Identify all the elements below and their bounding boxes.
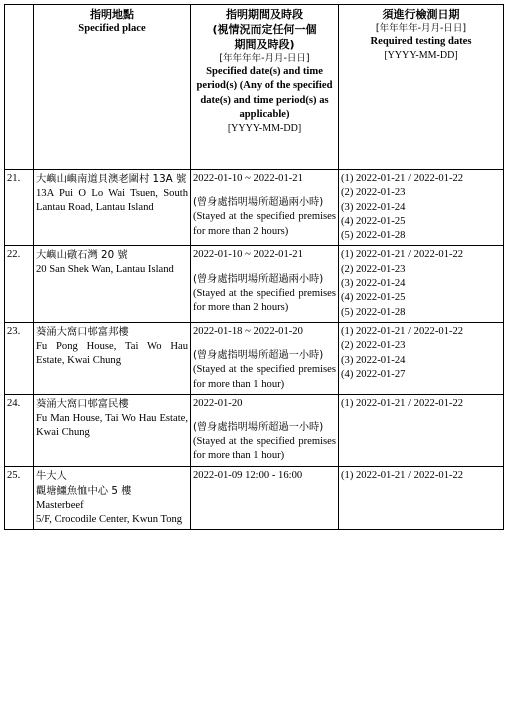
- testing-date-item: (3) 2022-01-24: [341, 201, 406, 213]
- place-cell: [34, 394, 191, 466]
- header-period-format-zh: [年年年年-月月-日日]: [219, 53, 310, 64]
- testing-date-item: (1) 2022-01-21 / 2022-01-22: [341, 249, 464, 261]
- row-number: 25.: [5, 466, 34, 530]
- header-period: [191, 5, 339, 170]
- spacer: [193, 263, 336, 272]
- period-cell: [191, 246, 339, 322]
- place-name-en: Fu Pong House, Tai Wo Hau Estate, Kwai Chung: [36, 340, 188, 367]
- stay-note-zh: (曾身處指明場所超過一小時): [193, 350, 324, 362]
- row-number: 23.: [5, 322, 34, 394]
- table-row: [5, 322, 504, 394]
- place-name-en: 13A Pui O Lo Wai Tsuen, South Lantau Road, Lantau Island: [36, 188, 188, 214]
- testing-date-item: (5) 2022-01-28: [341, 230, 406, 242]
- specified-places-table: [4, 4, 504, 530]
- header-dates: [339, 5, 504, 170]
- place-cell: [34, 170, 191, 246]
- row-number: 24.: [5, 394, 34, 466]
- header-dates-format-zh: [年年年年-月月-日日]: [375, 23, 467, 34]
- testing-date-item: (1) 2022-01-21 / 2022-01-22: [341, 397, 464, 409]
- testing-date-item: (1) 2022-01-21 / 2022-01-22: [341, 469, 464, 481]
- period-cell: [191, 170, 339, 246]
- testing-date-item: (4) 2022-01-25: [341, 292, 406, 304]
- spacer: [193, 411, 336, 420]
- testing-dates-cell: [339, 322, 504, 394]
- stay-note-zh: (曾身處指明場所超過兩小時): [193, 197, 324, 209]
- period-value: 2022-01-09 12:00 - 16:00: [193, 469, 303, 481]
- stay-note-zh: (曾身處指明場所超過兩小時): [193, 273, 324, 285]
- testing-date-item: (1) 2022-01-21 / 2022-01-22: [341, 325, 464, 337]
- place-name-zh: 牛大人 觀塘鱷魚恤中心 5 樓: [36, 469, 132, 497]
- table-row: [5, 170, 504, 246]
- place-name-zh: 葵涌大窩口邨富邦樓: [36, 325, 129, 338]
- testing-date-item: (4) 2022-01-27: [341, 368, 406, 380]
- period-cell: [191, 466, 339, 530]
- header-period-format-en: [YYYY-MM-DD]: [227, 123, 302, 135]
- testing-date-item: (2) 2022-01-23: [341, 263, 406, 275]
- header-dates-en: Required testing dates: [370, 36, 472, 47]
- header-place-en: Specified place: [78, 23, 146, 34]
- testing-date-item: (2) 2022-01-23: [341, 340, 406, 352]
- place-name-zh: 葵涌大窩口邨富民樓: [36, 397, 129, 410]
- header-period-zh: 指明期間及時段: [226, 8, 303, 21]
- place-name-en: Masterbeef 5/F, Crocodile Center, Kwun Tong: [36, 499, 183, 526]
- period-value: 2022-01-10 ~ 2022-01-21: [193, 249, 303, 261]
- testing-date-item: (4) 2022-01-25: [341, 215, 406, 227]
- place-name-en: Fu Man House, Tai Wo Hau Estate, Kwai Chung: [36, 412, 188, 439]
- spacer: [193, 186, 336, 195]
- testing-dates-cell: [339, 394, 504, 466]
- period-value: 2022-01-10 ~ 2022-01-21: [193, 173, 303, 184]
- place-cell: [34, 322, 191, 394]
- header-period-zh-sub2: 期間及時段): [234, 38, 295, 51]
- period-cell: [191, 322, 339, 394]
- testing-date-item: (2) 2022-01-23: [341, 187, 406, 199]
- period-cell: [191, 394, 339, 466]
- spacer: [193, 339, 336, 348]
- header-dates-format-en: [YYYY-MM-DD]: [384, 50, 458, 62]
- stay-note-en: (Stayed at the specified premises for more than 2 hours): [193, 287, 336, 314]
- testing-date-item: (3) 2022-01-24: [341, 354, 406, 366]
- header-period-en: Specified date(s) and time period(s) (Any of the specified date(s) and time period(s) as applicable): [196, 66, 333, 120]
- place-name-en: 20 San Shek Wan, Lantau Island: [36, 264, 174, 276]
- period-value: 2022-01-20: [193, 397, 243, 409]
- testing-dates-cell: [339, 246, 504, 322]
- testing-date-item: (5) 2022-01-28: [341, 306, 406, 318]
- header-dates-zh: 須進行檢測日期: [382, 8, 460, 21]
- testing-dates-cell: [339, 466, 504, 530]
- row-number: 22.: [5, 246, 34, 322]
- stay-note-en: (Stayed at the specified premises for more than 1 hour): [193, 364, 336, 390]
- testing-date-item: (1) 2022-01-21 / 2022-01-22: [341, 173, 464, 184]
- testing-date-item: (3) 2022-01-24: [341, 278, 406, 290]
- stay-note-en: (Stayed at the specified premises for more than 1 hour): [193, 436, 336, 462]
- row-number: 21.: [5, 170, 34, 246]
- stay-note-en: (Stayed at the specified premises for more than 2 hours): [193, 211, 336, 237]
- place-cell: [34, 466, 191, 530]
- stay-note-zh: (曾身處指明場所超過一小時): [193, 422, 324, 434]
- period-value: 2022-01-18 ~ 2022-01-20: [193, 325, 303, 337]
- table-row: [5, 246, 504, 322]
- table-row: [5, 394, 504, 466]
- header-number: [5, 5, 34, 170]
- table-row: [5, 466, 504, 530]
- place-name-zh: 大嶼山礅石灣 20 號: [36, 249, 128, 262]
- header-place-zh: 指明地點: [90, 8, 134, 21]
- place-cell: [34, 246, 191, 322]
- place-name-zh: 大嶼山嶼南道貝澳老圍村 13A 號: [36, 173, 187, 185]
- testing-dates-cell: [339, 170, 504, 246]
- header-period-zh-sub1: (視情況而定任何一個: [212, 23, 317, 36]
- table-body: [5, 170, 504, 530]
- header-place: [34, 5, 191, 170]
- table-header-row: [5, 5, 504, 170]
